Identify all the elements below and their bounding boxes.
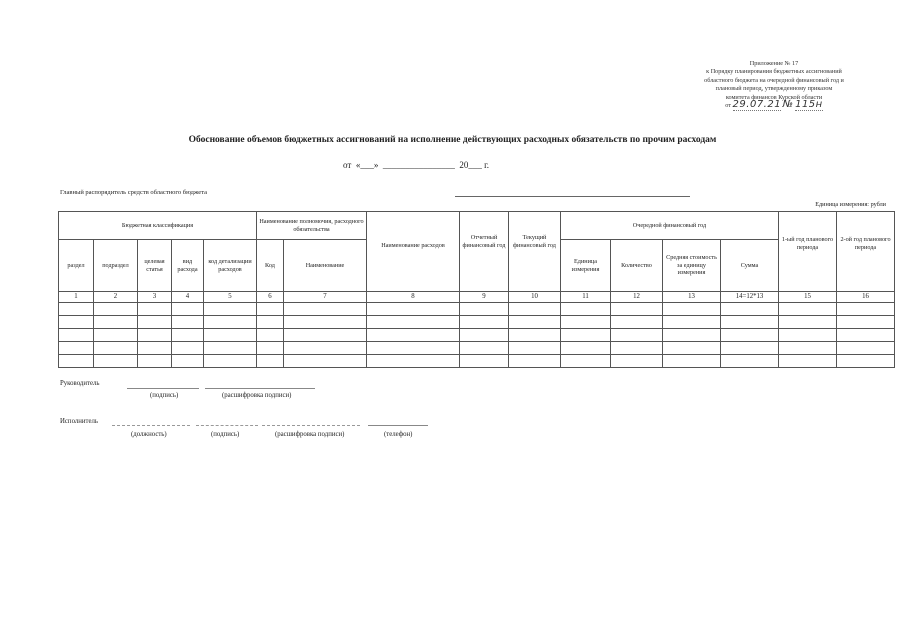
table-row [59,329,895,342]
column-number: 8 [367,292,460,303]
column-number: 5 [204,292,257,303]
column-number: 9 [460,292,509,303]
appendix-number: Приложение № 17 [749,60,799,67]
header-quantity: Количество [611,240,663,292]
header-avg-cost: Средняя стоимость за единицу измерения [663,240,721,292]
header-sum: Сумма [721,240,779,292]
executor-position-caption: (должность) [131,431,167,438]
head-decoding-caption: (расшифровка подписи) [222,392,292,399]
column-number: 10 [509,292,561,303]
header-reported-year: Отчетный финансовый год [460,212,509,292]
header-plan-year-1: 1-ый год планового периода [779,212,837,292]
header-next-year: Очередной финансовый год [561,212,779,240]
table-row [59,316,895,329]
date-line: от «___» ________________ 20___ г. [343,160,489,170]
column-number: 13 [663,292,721,303]
head-decoding-field [205,388,315,389]
executor-phone-caption: (телефон) [384,431,413,438]
column-number: 7 [284,292,367,303]
head-signature-caption: (подпись) [150,392,179,399]
appendix-line: областного бюджета на очередной финансовый год и [704,76,844,84]
header-budget-classification: Бюджетная классификация [59,212,257,240]
executor-phone-field [368,425,428,426]
table-row [59,355,895,368]
appendix-block [686,60,862,110]
order-number-sign: № [782,99,794,111]
header-current-year: Текущий финансовый год [509,212,561,292]
column-number: 2 [94,292,138,303]
column-number: 1 [59,292,94,303]
head-label: Руководитель [60,380,100,387]
order-date: 29.07.21 [732,99,782,111]
order-from: от [725,102,731,110]
appendix-line: комитета финансов Курской области [725,93,823,101]
header-detail-code: код детализации расходов [204,240,257,292]
order-number: 115н [795,99,823,111]
executor-signature-field [196,425,258,426]
executor-decoding-caption: (расшифровка подписи) [275,431,345,438]
appendix-order-line [686,101,862,110]
main-manager-field [455,196,690,197]
column-number: 12 [611,292,663,303]
table-row [59,342,895,355]
column-number: 4 [172,292,204,303]
header-section: раздел [59,240,94,292]
head-signature-field [127,388,199,389]
header-code: Код [257,240,284,292]
header-subsection: подраздел [94,240,138,292]
executor-position-field [112,425,190,426]
column-number: 16 [837,292,895,303]
header-expense-name: Наименование расходов [367,212,460,292]
executor-signature-caption: (подпись) [211,431,240,438]
header-target-article: целевая статья [138,240,172,292]
header-obligation-name: Наименование полномочия, расходного обязательства [257,212,367,240]
budget-table [58,211,895,368]
column-number: 11 [561,292,611,303]
executor-label: Исполнитель [60,418,99,425]
executor-decoding-field [262,425,360,426]
unit-label: Единица измерения: рубли [815,201,886,208]
header-unit-measure: Единица измерения [561,240,611,292]
column-number: 14=12*13 [721,292,779,303]
header-expense-type: вид расхода [172,240,204,292]
header-plan-year-2: 2-ой год планового периода [837,212,895,292]
column-number: 6 [257,292,284,303]
document-title: Обоснование объемов бюджетных ассигнований на исполнение действующих расходных обязательств по прочим расходам [188,135,717,145]
main-manager-label: Главный распорядитель средств областного бюджета [60,189,208,196]
column-number: 15 [779,292,837,303]
column-number: 3 [138,292,172,303]
appendix-line: плановый период, утвержденному приказом [715,85,833,93]
appendix-line: к Порядку планирования бюджетных ассигнований [706,68,842,76]
header-name: Наименование [284,240,367,292]
table-row [59,303,895,316]
